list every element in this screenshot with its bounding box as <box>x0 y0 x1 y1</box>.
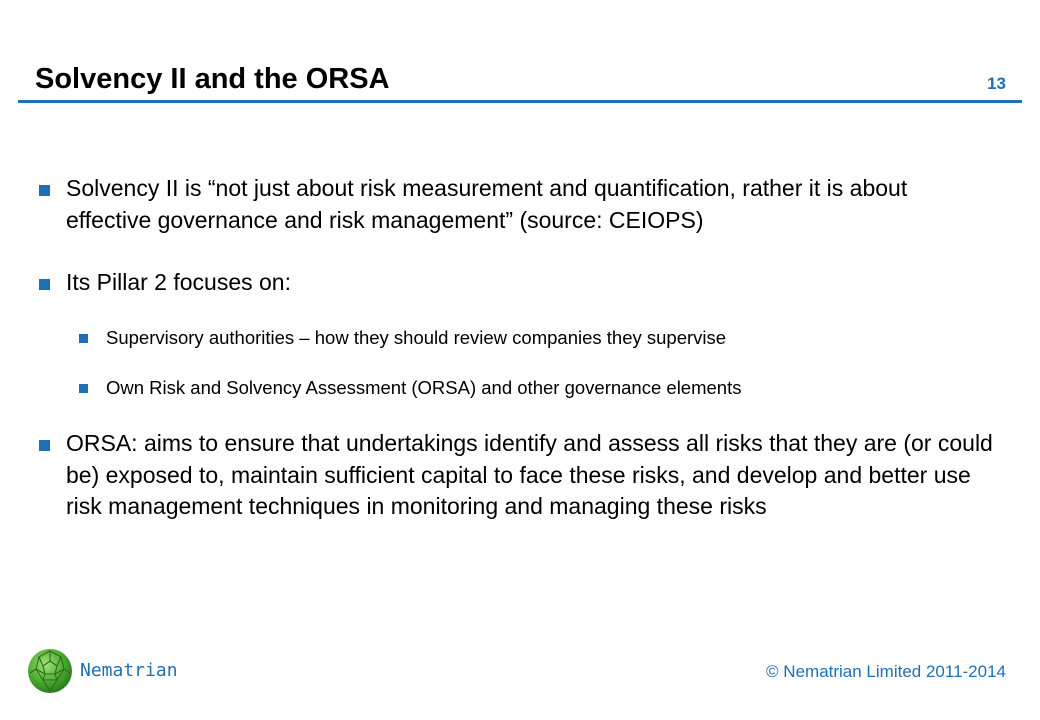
bullet-item <box>66 173 996 236</box>
square-bullet-icon <box>79 384 88 393</box>
square-bullet-icon <box>79 334 88 343</box>
bullet-item <box>66 428 996 523</box>
sub-bullet-item <box>106 326 1006 350</box>
footer-brand: Nematrian <box>80 660 178 681</box>
footer-copyright: © Nematrian Limited 2011-2014 <box>766 662 1006 681</box>
sub-bullet-text: Own Risk and Solvency Assessment (ORSA) and other governance elements <box>106 377 742 398</box>
slide-title: Solvency II and the ORSA <box>35 63 390 95</box>
square-bullet-icon <box>39 279 50 290</box>
title-divider <box>18 100 1022 103</box>
bullet-text: Solvency II is “not just about risk measurement and quantification, rather it is about effective governance and risk management” (source: CEIOPS) <box>66 175 908 233</box>
square-bullet-icon <box>39 185 50 196</box>
slide-number: 13 <box>987 74 1006 93</box>
sub-bullet-text: Supervisory authorities – how they should review companies they supervise <box>106 327 727 348</box>
sub-bullet-item <box>106 376 1006 400</box>
green-polyhedron-logo-icon <box>26 647 74 695</box>
bullet-item <box>66 267 996 299</box>
bullet-text: ORSA: aims to ensure that undertakings identify and assess all risks that they are (or could be) exposed to, maintain sufficient capital to face these risks, and develop and better use risk management techniques in monitoring and managing these risks <box>66 430 993 519</box>
bullet-text: Its Pillar 2 focuses on: <box>66 269 291 295</box>
square-bullet-icon <box>39 440 50 451</box>
